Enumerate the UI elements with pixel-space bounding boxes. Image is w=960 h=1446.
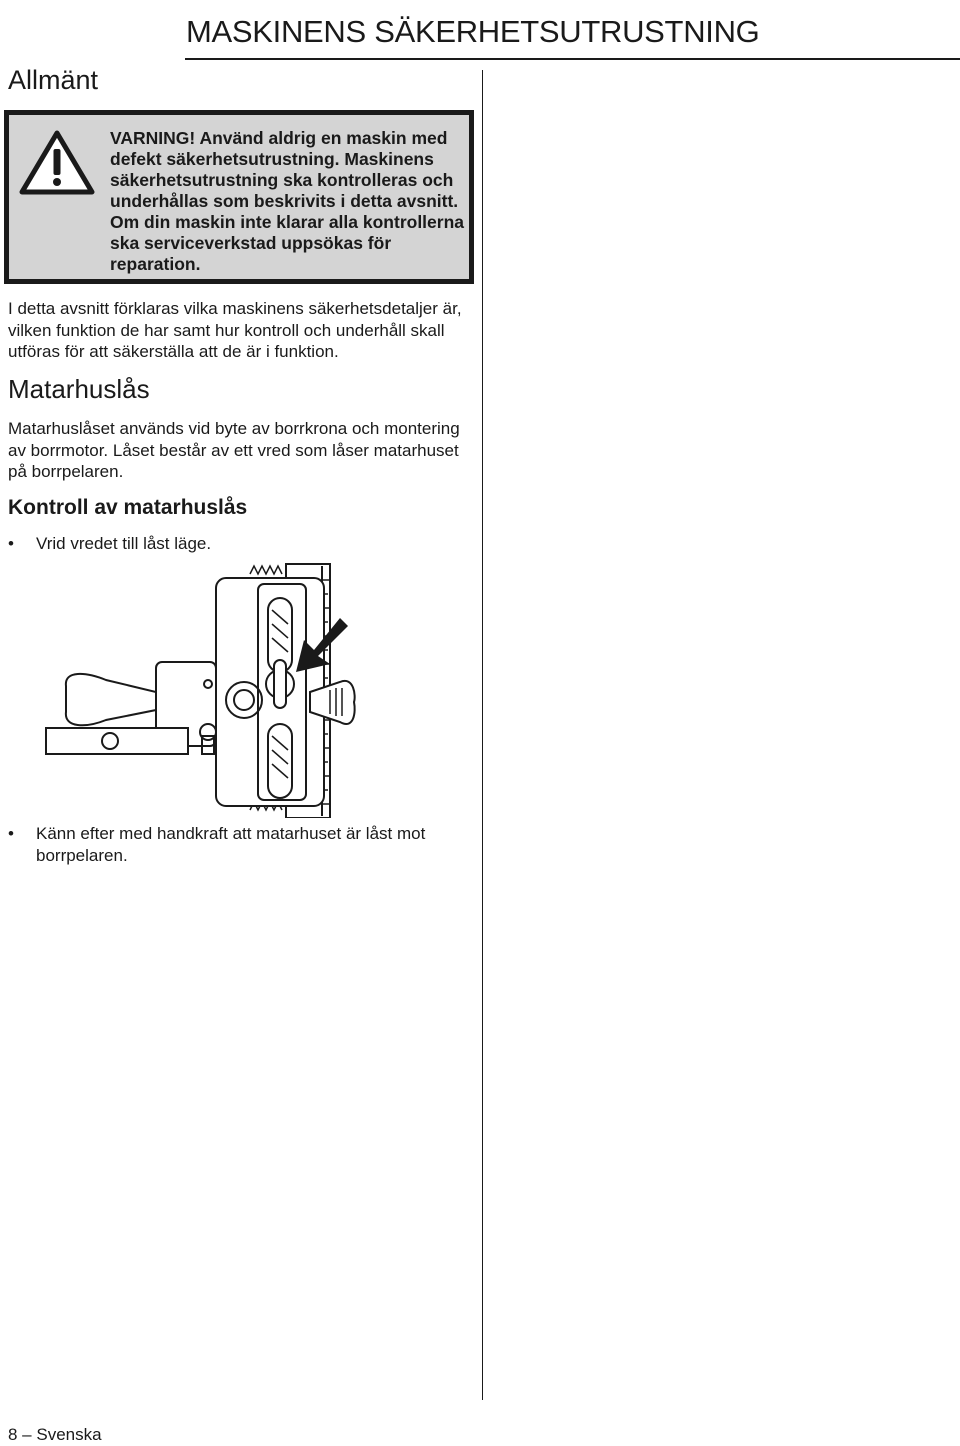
section-heading-general: Allmänt	[8, 65, 99, 95]
page-title: MASKINENS SÄKERHETSUTRUSTNING	[186, 14, 760, 49]
warning-box	[4, 110, 474, 284]
warning-text: VARNING! Använd aldrig en maskin med defekt säkerhetsutrustning. Maskinens säkerhetsutrustning ska kontrolleras och underhållas som beskrivits i detta avsnitt. Om din maskin inte klarar alla kontrollerna ska serviceverkstad uppsökas för reparation.	[110, 128, 465, 274]
bullet-text: Vrid vredet till låst läge.	[36, 534, 212, 553]
bullet-item-1	[8, 533, 472, 555]
bullet-item-2	[8, 823, 472, 866]
bullet-text: Känn efter med handkraft att matarhuset är låst mot borrpelaren.	[36, 824, 426, 865]
bullet-symbol: •	[8, 824, 14, 843]
title-rule	[185, 58, 960, 60]
section-heading-feed-lock: Matarhuslås	[8, 374, 150, 404]
column-divider	[482, 70, 483, 1400]
subheading-check-feed-lock: Kontroll av matarhuslås	[8, 496, 248, 519]
warning-triangle-icon	[19, 129, 95, 195]
feed-housing-lock-illustration	[40, 560, 370, 818]
intro-paragraph: I detta avsnitt förklaras vilka maskinens säkerhetsdetaljer är, vilken funktion de har samt hur kontroll och underhåll skall utföras för att säkerställa att de är i funktion.	[8, 299, 462, 361]
feed-lock-paragraph: Matarhuslåset används vid byte av borrkrona och montering av borrmotor. Låset består av ett vred som låser matarhuset på borrpelaren.	[8, 419, 460, 481]
page-footer: 8 – Svenska	[8, 1425, 102, 1444]
bullet-symbol: •	[8, 534, 14, 553]
